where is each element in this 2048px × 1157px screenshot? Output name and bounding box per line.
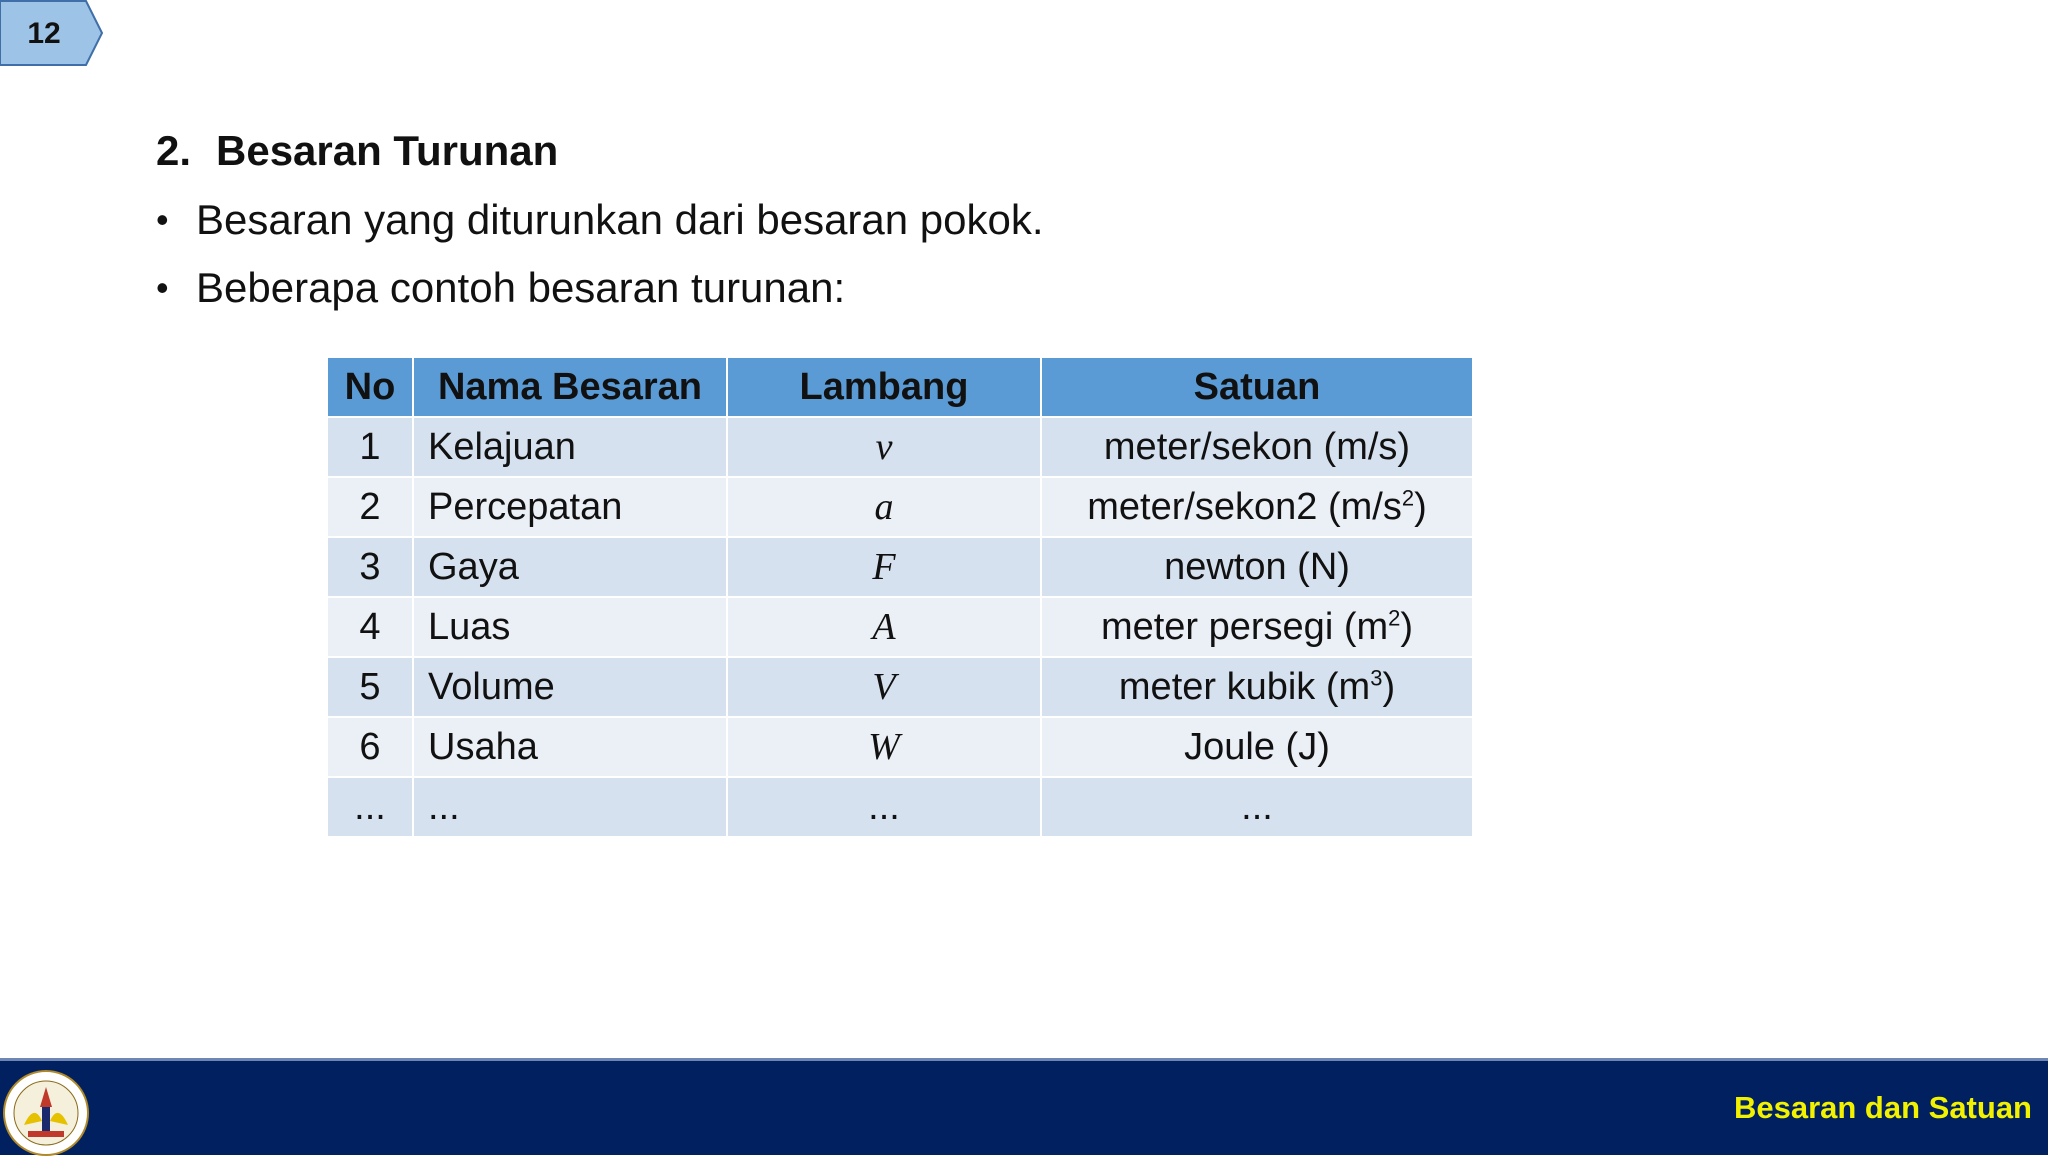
unit-close: ) — [1382, 665, 1396, 708]
cell-no: 6 — [327, 717, 413, 777]
cell-no: 2 — [327, 477, 413, 537]
cell-unit: newton (N) — [1041, 537, 1473, 597]
cell-unit: ... — [1041, 777, 1473, 837]
derived-quantities-table — [326, 356, 1474, 838]
cell-name: Luas — [413, 597, 727, 657]
table-row — [327, 477, 1473, 537]
cell-unit: meter/sekon (m/s) — [1041, 417, 1473, 477]
cell-symbol: a — [727, 477, 1041, 537]
cell-name: ... — [413, 777, 727, 837]
table-row — [327, 657, 1473, 717]
table-row — [327, 717, 1473, 777]
cell-name: Usaha — [413, 717, 727, 777]
bullet-dot-icon: • — [156, 199, 169, 240]
slide-number: 12 — [27, 16, 61, 50]
cell-no: 5 — [327, 657, 413, 717]
header-symbol: Lambang — [727, 357, 1041, 417]
bullet-list — [156, 186, 1756, 322]
bullet-item — [156, 186, 1756, 254]
table-header-row — [327, 357, 1473, 417]
cell-no: ... — [327, 777, 413, 837]
section-title: Besaran Turunan — [216, 127, 559, 174]
footer-bar — [0, 1058, 2048, 1155]
table-row — [327, 537, 1473, 597]
unit-text: meter/sekon2 (m/s — [1087, 485, 1402, 528]
cell-symbol: W — [727, 717, 1041, 777]
header-name: Nama Besaran — [413, 357, 727, 417]
table-row — [327, 597, 1473, 657]
cell-unit — [1041, 657, 1473, 717]
cell-symbol: ... — [727, 777, 1041, 837]
bullet-text: Beberapa contoh besaran turunan: — [196, 264, 846, 311]
slide-content — [156, 120, 1756, 322]
unit-exponent: 2 — [1401, 484, 1415, 510]
unit-close: ) — [1400, 605, 1414, 648]
cell-name: Percepatan — [413, 477, 727, 537]
bullet-item — [156, 254, 1756, 322]
cell-no: 1 — [327, 417, 413, 477]
unit-exponent: 3 — [1370, 664, 1383, 690]
table-row — [327, 777, 1473, 837]
cell-unit: Joule (J) — [1041, 717, 1473, 777]
section-number: 2. — [156, 127, 192, 174]
cell-unit — [1041, 597, 1473, 657]
header-no: No — [327, 357, 413, 417]
cell-symbol: A — [727, 597, 1041, 657]
cell-name: Volume — [413, 657, 727, 717]
cell-no: 4 — [327, 597, 413, 657]
cell-no: 3 — [327, 537, 413, 597]
cell-name: Gaya — [413, 537, 727, 597]
slide-number-tag — [0, 0, 104, 67]
header-unit: Satuan — [1041, 357, 1473, 417]
unit-text: meter kubik (m — [1118, 665, 1371, 708]
cell-symbol: v — [727, 417, 1041, 477]
cell-unit — [1041, 477, 1473, 537]
unit-close: ) — [1414, 485, 1427, 528]
bullet-text: Besaran yang diturunkan dari besaran pokok. — [196, 196, 1044, 243]
cell-name: Kelajuan — [413, 417, 727, 477]
footer-title: Besaran dan Satuan — [1733, 1090, 2032, 1125]
section-heading — [156, 120, 1756, 182]
table-row — [327, 417, 1473, 477]
bullet-dot-icon: • — [156, 267, 169, 308]
cell-symbol: F — [727, 537, 1041, 597]
unit-text: meter persegi (m — [1100, 605, 1389, 648]
university-seal-icon — [2, 1069, 90, 1157]
cell-symbol: V — [727, 657, 1041, 717]
unit-exponent: 2 — [1388, 604, 1401, 630]
